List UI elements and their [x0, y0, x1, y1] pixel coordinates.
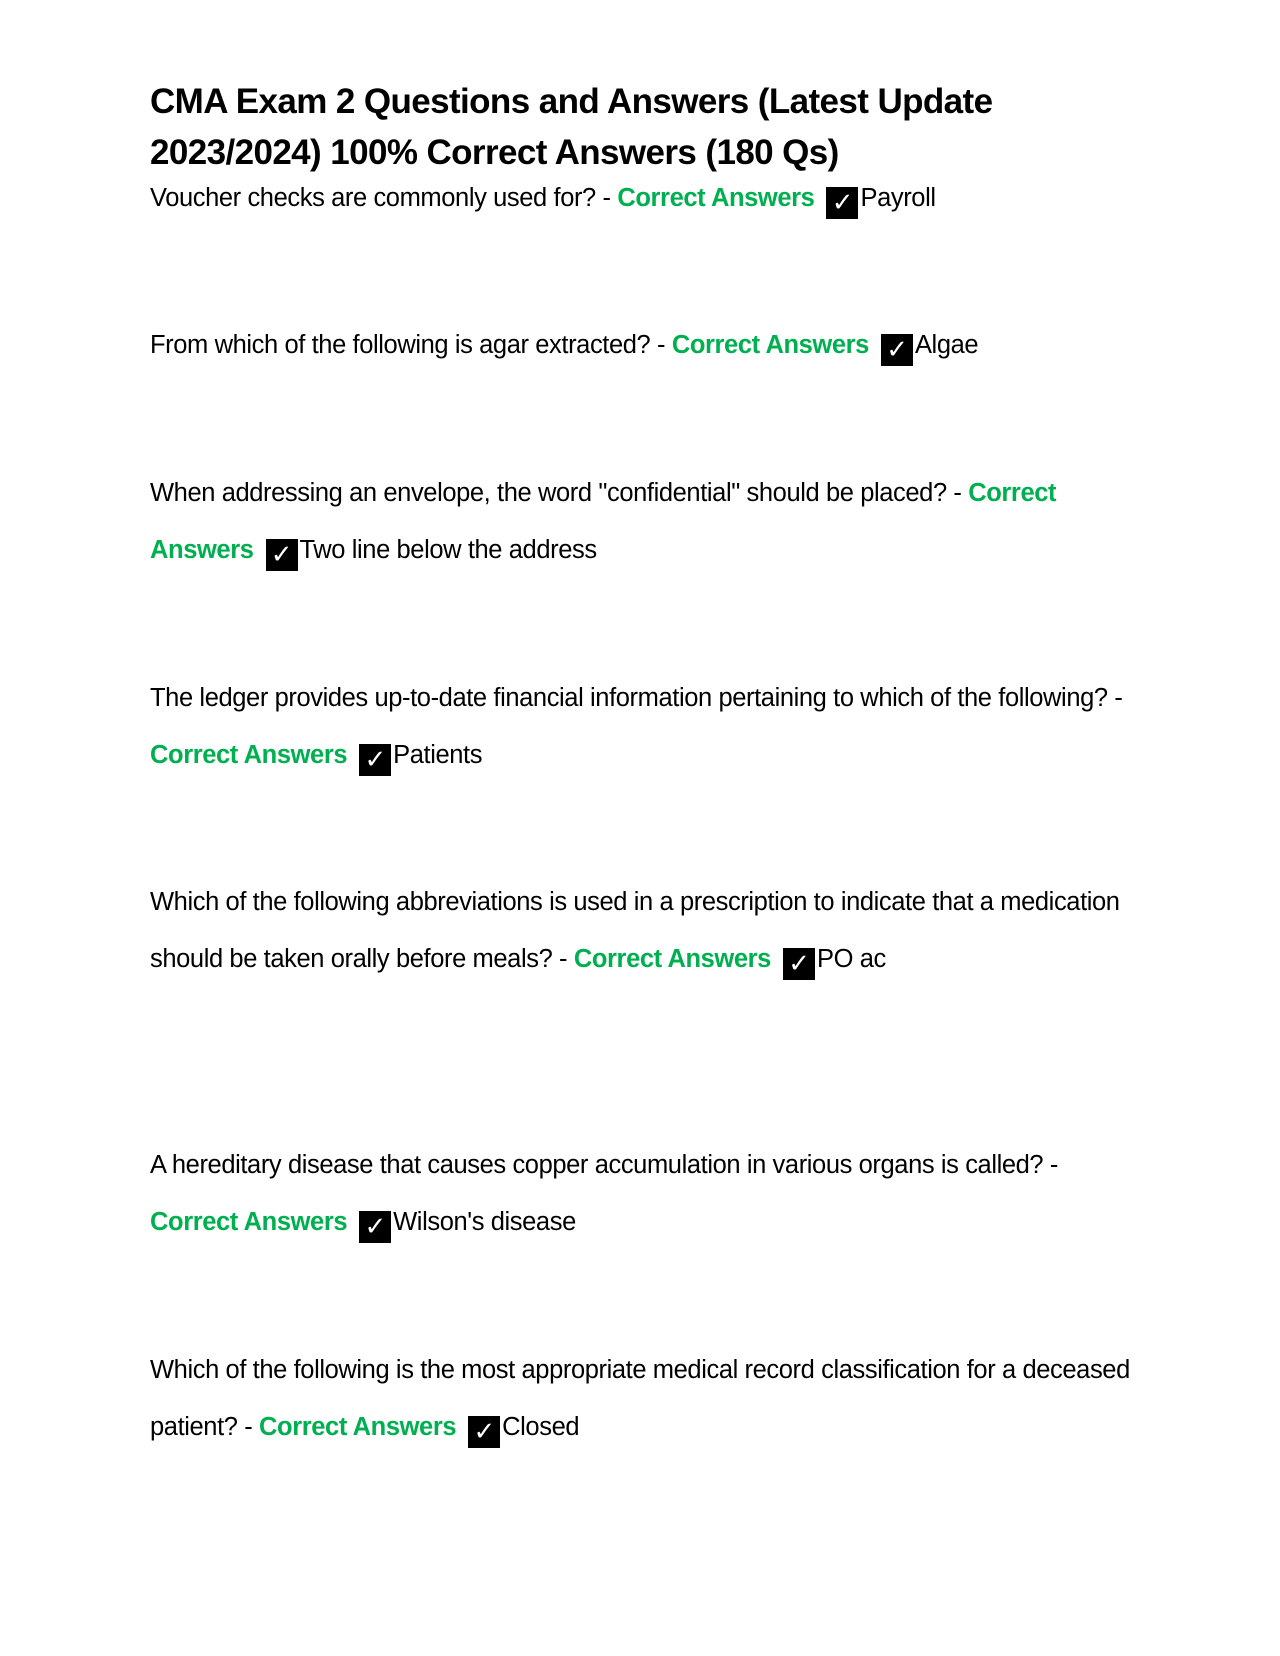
separator: - [1107, 684, 1123, 712]
question-text: The ledger provides up-to-date financial information pertaining to which of the following? [150, 684, 1108, 712]
correct-answers-label: Correct Answers [150, 479, 1057, 564]
qa-item [150, 1137, 1135, 1251]
correct-answers-label: Correct Answers [150, 741, 348, 769]
qa-item [150, 317, 1135, 374]
separator: - [237, 1413, 260, 1441]
question-text: When addressing an envelope, the word "confidential" should be placed? [150, 479, 947, 507]
answer-text: Payroll [860, 184, 936, 212]
answer-text: Two line below the address [299, 536, 597, 564]
separator: - [1043, 1151, 1058, 1179]
answer-text: Closed [502, 1413, 580, 1441]
checkbox-icon: ✓ [881, 334, 913, 366]
answer-text: Patients [393, 741, 483, 769]
answer-text: Wilson's disease [393, 1208, 576, 1236]
answer-text: PO ac [816, 945, 886, 973]
checkbox-icon: ✓ [826, 187, 858, 219]
separator: - [552, 945, 574, 973]
correct-answers-label: Correct Answers [259, 1413, 457, 1441]
checkbox-icon: ✓ [266, 539, 298, 571]
question-text: Which of the following abbreviations is used in a prescription to indicate that a medication should be taken orally before meals? [150, 888, 1120, 973]
checkbox-icon: ✓ [783, 948, 815, 980]
question-text: From which of the following is agar extracted? [150, 331, 651, 359]
question-text: Which of the following is the most appropriate medical record classification for a deceased patient? [150, 1356, 1130, 1441]
correct-answers-label: Correct Answers [573, 945, 771, 973]
qa-item [150, 465, 1135, 579]
qa-item [150, 170, 1135, 227]
qa-item [150, 1342, 1135, 1456]
correct-answers-label: Correct Answers [150, 1208, 348, 1236]
correct-answers-label: Correct Answers [671, 331, 869, 359]
question-text: Voucher checks are commonly used for? [150, 184, 596, 212]
answer-text: Algae [914, 331, 979, 359]
separator: - [650, 331, 672, 359]
checkbox-icon: ✓ [468, 1416, 500, 1448]
document-title: CMA Exam 2 Questions and Answers (Latest Update 2023/2024) 100% Correct Answers (180 Qs) [150, 82, 993, 172]
qa-item [150, 874, 1135, 988]
separator: - [595, 184, 618, 212]
correct-answers-label: Correct Answers [617, 184, 815, 212]
checkbox-icon: ✓ [359, 1211, 391, 1243]
question-text: A hereditary disease that causes copper accumulation in various organs is called? [150, 1151, 1044, 1179]
qa-item [150, 670, 1135, 784]
separator: - [946, 479, 969, 507]
checkbox-icon: ✓ [359, 744, 391, 776]
